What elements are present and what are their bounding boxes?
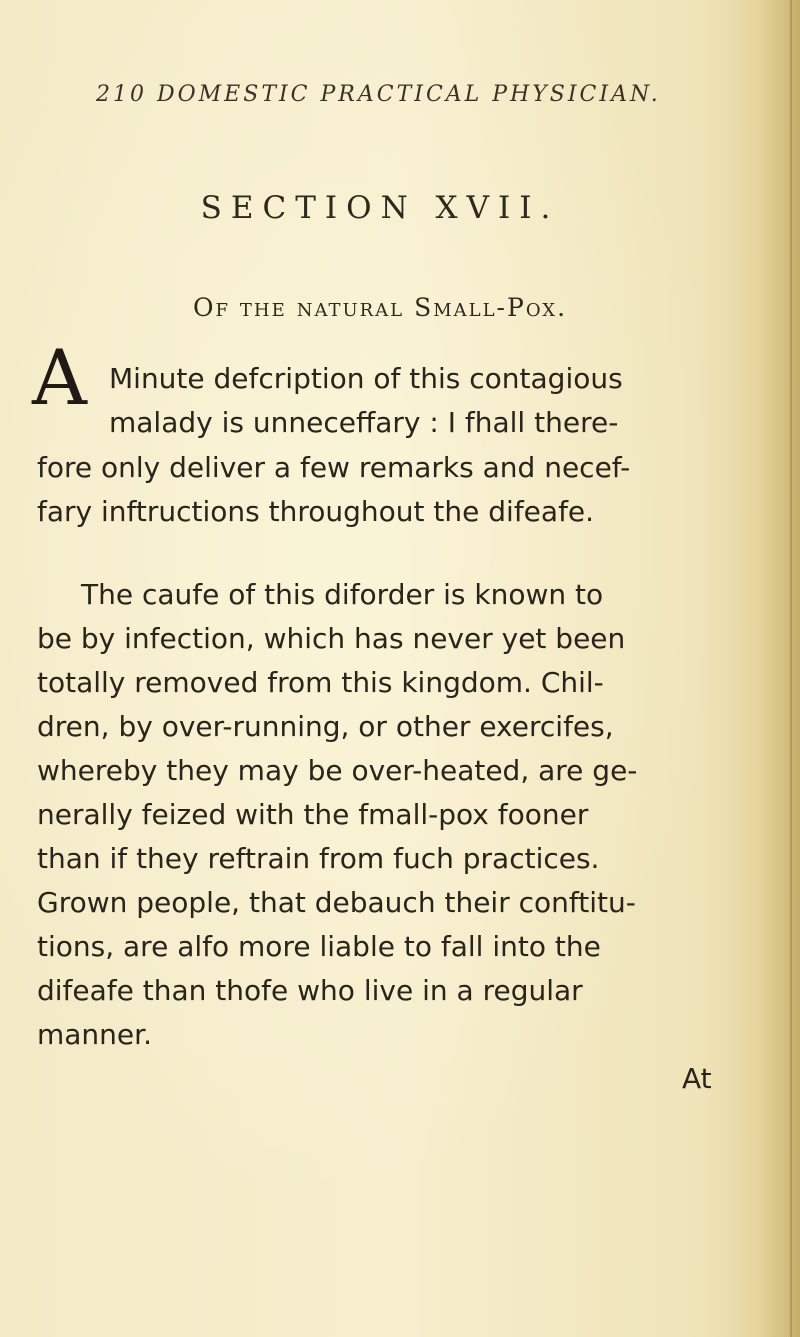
- paragraph-1-line-2: malady is unneceffary : I fhall there-: [109, 406, 619, 439]
- catchword: At: [682, 1062, 712, 1095]
- paragraph-2-line-5: whereby they may be over-heated, are ge-: [37, 754, 638, 787]
- paragraph-1-line-4: fary inftructions throughout the difeafe.: [37, 495, 595, 528]
- paragraph-2-line-6: nerally feized with the fmall-pox fooner: [37, 798, 589, 831]
- paragraph-2-line-1: The caufe of this diforder is known to: [81, 578, 604, 611]
- paragraph-1-line-1: Minute defcription of this contagious: [109, 362, 623, 395]
- paragraph-2-line-9: tions, are alfo more liable to fall into the: [37, 930, 601, 963]
- paragraph-2-line-8: Grown people, that debauch their conftitu-: [37, 886, 636, 919]
- running-head: 210 DOMESTIC PRACTICAL PHYSICIAN.: [96, 82, 661, 107]
- page-edge-line: [790, 0, 792, 1337]
- paragraph-2-line-11: manner.: [37, 1018, 152, 1051]
- paragraph-2-line-4: dren, by over-running, or other exercifes,: [37, 710, 614, 743]
- page-edge-shadow: [758, 0, 800, 1337]
- paragraph-2-line-7: than if they reftrain from fuch practices.: [37, 842, 600, 875]
- paragraph-2-line-2: be by infection, which has never yet been: [37, 622, 626, 655]
- paragraph-1-line-3: fore only deliver a few remarks and necef-: [37, 451, 631, 484]
- paragraph-2-line-10: difeafe than thofe who live in a regular: [37, 974, 583, 1007]
- drop-cap: A: [32, 333, 87, 422]
- section-subtitle: Of the natural Small-Pox.: [192, 293, 568, 322]
- paragraph-2-line-3: totally removed from this kingdom. Chil-: [37, 666, 604, 699]
- section-title: SECTION XVII.: [200, 190, 560, 226]
